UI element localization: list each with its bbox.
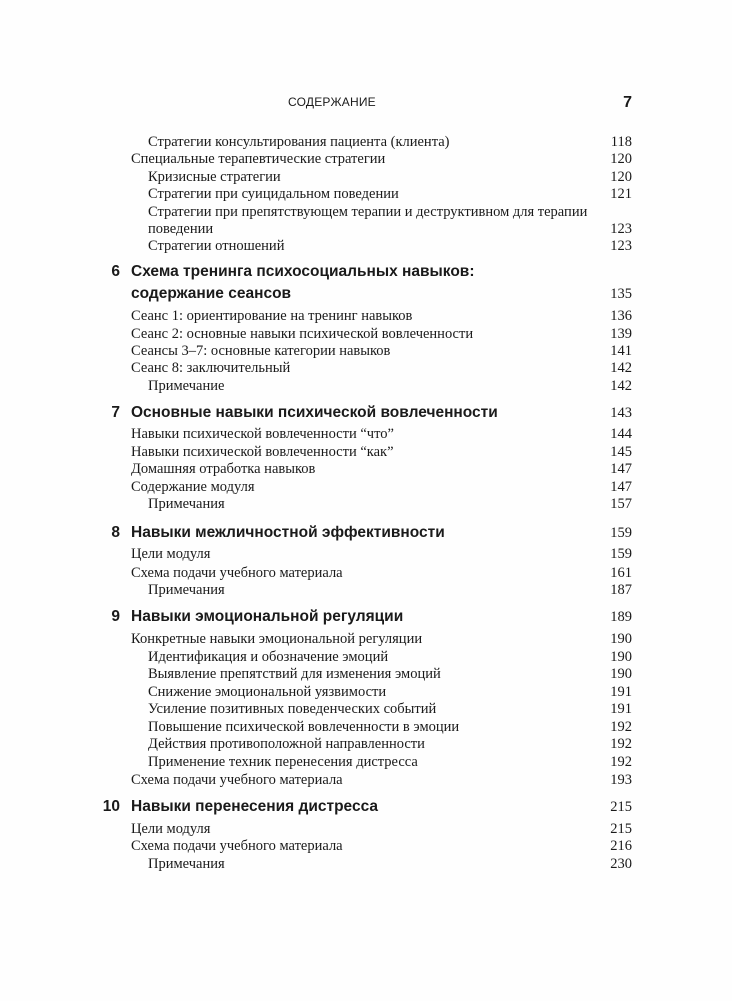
entry-title: Схема тренинга психосоциальных навыков: (131, 263, 475, 280)
entry-title: поведении (148, 221, 214, 237)
chapter-number: 7 (111, 404, 120, 421)
toc-entry (0, 581, 732, 599)
entry-title: Навыки перенесения дистресса (131, 798, 379, 815)
chapter-number: 8 (111, 524, 120, 541)
entry-title: Навыки психической вовлеченности “что” (131, 426, 394, 442)
entry-page-number: 144 (610, 426, 632, 442)
entry-title: Идентификация и обозначение эмоций (148, 649, 389, 665)
entry-page-number: 135 (610, 286, 632, 302)
entry-page-number: 159 (610, 525, 632, 541)
toc-entry (0, 425, 732, 443)
entry-page-number: 145 (610, 444, 632, 460)
toc-entry (0, 837, 732, 855)
entry-page-number: 215 (610, 799, 632, 815)
entry-title: Сеансы 3–7: основные категории навыков (131, 343, 391, 359)
entry-page-number: 118 (610, 134, 632, 150)
entry-title: Цели модуля (131, 821, 211, 837)
entry-title: Сеанс 8: заключительный (131, 360, 291, 376)
entry-page-number: 230 (610, 856, 632, 872)
entry-title: Навыки эмоциональной регуляции (131, 608, 404, 625)
toc-entry (0, 564, 732, 582)
toc-entry (0, 443, 732, 461)
chapter-number: 10 (102, 798, 120, 815)
entry-title: Примечание (148, 378, 225, 394)
entry-title: Повышение психической вовлеченности в эмоции (148, 719, 460, 735)
entry-page-number: 191 (610, 701, 632, 717)
toc-chapter-entry (0, 798, 732, 816)
toc-entry (0, 855, 732, 873)
entry-page-number: 189 (610, 609, 632, 625)
entry-page-number: 193 (610, 772, 632, 788)
toc-entry (0, 753, 732, 771)
entry-page-number: 141 (610, 343, 632, 359)
entry-title: Навыки психической вовлеченности “как” (131, 444, 394, 460)
entry-page-number: 192 (610, 754, 632, 770)
entry-page-number: 123 (610, 221, 632, 237)
toc-entry (0, 377, 732, 395)
toc-entry (0, 700, 732, 718)
entry-title: Стратегии при препятствующем терапии и деструктивном для терапии (148, 204, 588, 220)
entry-page-number: 147 (610, 461, 632, 477)
toc-entry (0, 820, 732, 838)
toc-entry (0, 460, 732, 478)
entry-title: Навыки межличностной эффективности (131, 524, 445, 541)
toc-entry (0, 630, 732, 648)
entry-title: Выявление препятствий для изменения эмоций (148, 666, 441, 682)
entry-page-number: 215 (610, 821, 632, 837)
running-title: СОДЕРЖАНИЕ (288, 95, 376, 109)
page-number: 7 (623, 94, 632, 111)
toc-entry (0, 495, 732, 513)
entry-page-number: 161 (610, 565, 632, 581)
entry-title: Примечания (148, 582, 225, 598)
entry-title: Сеанс 2: основные навыки психической вовлеченности (131, 326, 474, 342)
toc-chapter-entry (0, 404, 732, 422)
entry-page-number: 123 (610, 238, 632, 254)
entry-title: Сеанс 1: ориентирование на тренинг навыков (131, 308, 413, 324)
entry-page-number: 216 (610, 838, 632, 854)
toc-entry (0, 683, 732, 701)
toc-entry (0, 735, 732, 753)
entry-title: Действия противоположной направленности (148, 736, 425, 752)
entry-page-number: 143 (610, 405, 632, 421)
entry-page-number: 187 (610, 582, 632, 598)
chapter-number: 9 (111, 608, 120, 625)
toc-entry (0, 342, 732, 360)
entry-page-number: 190 (610, 631, 632, 647)
entry-title: Применение техник перенесения дистресса (148, 754, 418, 770)
entry-title: Схема подачи учебного материала (131, 565, 343, 581)
entry-page-number: 139 (610, 326, 632, 342)
entry-page-number: 192 (610, 736, 632, 752)
entry-page-number: 120 (610, 169, 632, 185)
entry-page-number: 120 (610, 151, 632, 167)
toc-chapter-entry (0, 285, 732, 303)
chapter-number: 6 (111, 263, 120, 280)
entry-title: Конкретные навыки эмоциональной регуляции (131, 631, 423, 647)
toc-entry (0, 237, 732, 255)
entry-title: Усиление позитивных поведенческих событий (148, 701, 437, 717)
entry-title: Содержание модуля (131, 479, 255, 495)
entry-title: Схема подачи учебного материала (131, 772, 343, 788)
entry-page-number: 190 (610, 666, 632, 682)
entry-page-number: 136 (610, 308, 632, 324)
entry-title: Цели модуля (131, 546, 211, 562)
toc-entry (0, 359, 732, 377)
toc-entry (0, 648, 732, 666)
entry-page-number: 121 (610, 186, 632, 202)
entry-page-number: 190 (610, 649, 632, 665)
entry-page-number: 192 (610, 719, 632, 735)
toc-entry (0, 478, 732, 496)
toc-entry (0, 168, 732, 186)
entry-title: Специальные терапевтические стратегии (131, 151, 386, 167)
toc-chapter-entry (0, 263, 732, 281)
entry-title: Стратегии консультирования пациента (клиента) (148, 134, 450, 150)
entry-page-number: 159 (610, 546, 632, 562)
entry-title: Стратегии при суицидальном поведении (148, 186, 399, 202)
toc-entry (0, 307, 732, 325)
entry-title: содержание сеансов (131, 285, 292, 302)
entry-page-number: 142 (610, 360, 632, 376)
entry-page-number: 147 (610, 479, 632, 495)
entry-title: Домашняя отработка навыков (131, 461, 316, 477)
entry-title: Снижение эмоциональной уязвимости (148, 684, 387, 700)
toc-entry (0, 545, 732, 563)
entry-title: Стратегии отношений (148, 238, 285, 254)
entry-title: Основные навыки психической вовлеченности (131, 404, 498, 421)
entry-title: Примечания (148, 856, 225, 872)
entry-title: Кризисные стратегии (148, 169, 281, 185)
toc-chapter-entry (0, 524, 732, 542)
toc-entry (0, 220, 732, 238)
entry-title: Схема подачи учебного материала (131, 838, 343, 854)
toc-chapter-entry (0, 608, 732, 626)
toc-entry (0, 203, 732, 221)
entry-title: Примечания (148, 496, 225, 512)
toc-entry (0, 325, 732, 343)
toc-entry (0, 771, 732, 789)
toc-entry (0, 718, 732, 736)
toc-entry (0, 150, 732, 168)
entry-page-number: 191 (610, 684, 632, 700)
entry-page-number: 142 (610, 378, 632, 394)
toc-entry (0, 665, 732, 683)
entry-page-number: 157 (610, 496, 632, 512)
toc-entry (0, 185, 732, 203)
toc-entry (0, 133, 732, 151)
